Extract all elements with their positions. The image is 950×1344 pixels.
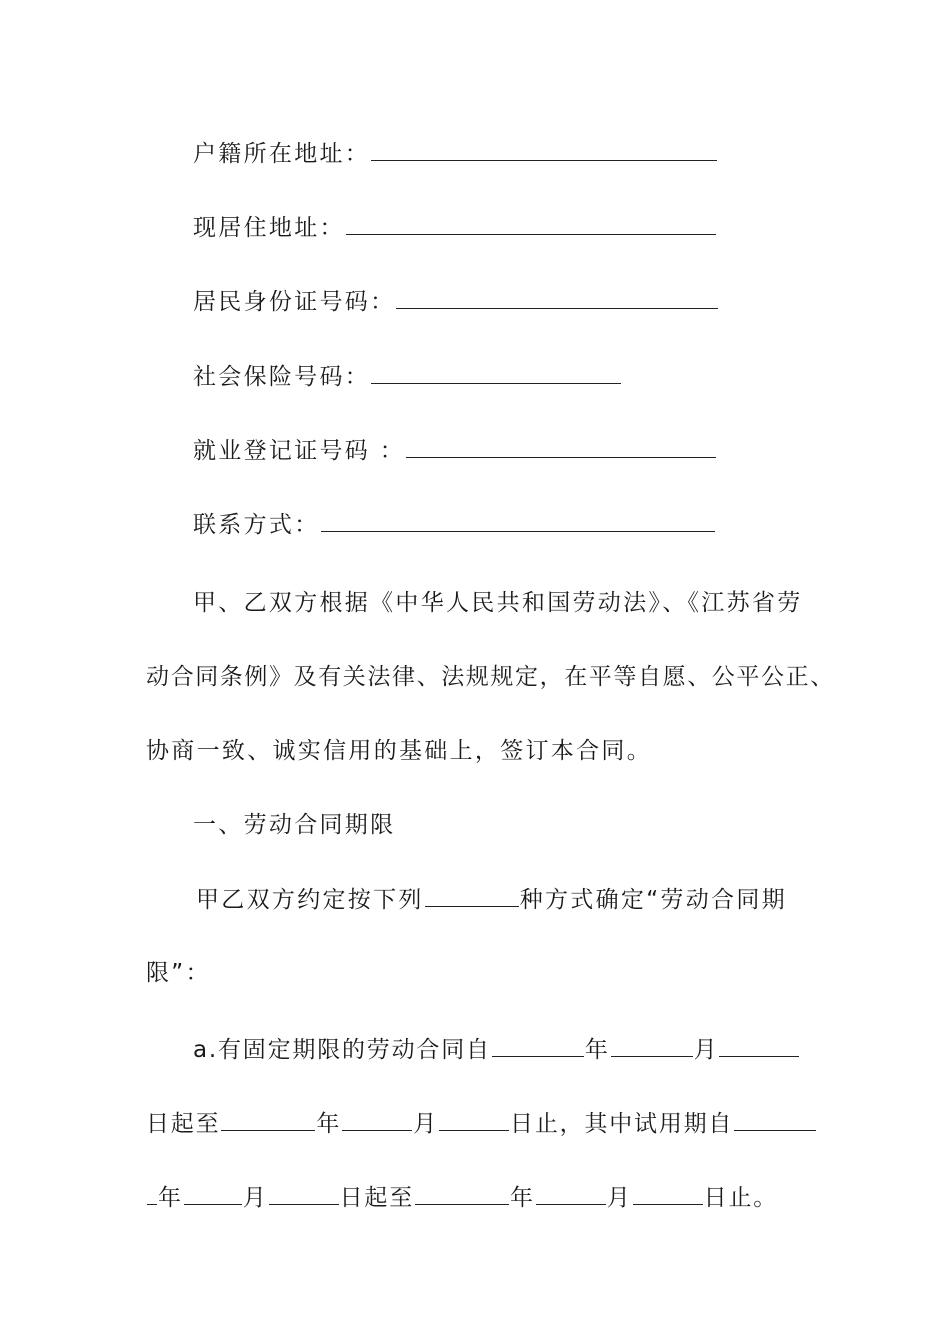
end-year-blank [221, 1108, 315, 1131]
residence-address-label: 现居住地址： [193, 215, 345, 241]
probation-end-year-label: 年 [510, 1185, 535, 1211]
end-prefix: 日起至 [146, 1111, 221, 1137]
end-month-blank [342, 1108, 412, 1131]
social-security-label: 社会保险号码： [193, 364, 371, 390]
employment-registration-field [193, 435, 717, 466]
id-number-blank [396, 286, 718, 309]
probation-prefix: 日止，其中试用期自 [510, 1111, 734, 1137]
contract-term-text-a: 甲乙双方约定按下列 [196, 887, 424, 913]
probation-end-prefix: 日起至 [339, 1185, 415, 1211]
probation-month-label: 月 [242, 1185, 268, 1211]
id-number-label: 居民身份证号码： [193, 289, 396, 315]
intro-paragraph-line-3: 协商一致、诚实信用的基础上，签订本合同。 [146, 738, 652, 764]
probation-end-year-blank [415, 1182, 509, 1205]
contact-field [193, 509, 716, 540]
employment-registration-blank [406, 435, 716, 458]
contract-term-text-b: 种方式确定“劳动合同期 [519, 887, 787, 913]
start-month-blank [611, 1034, 693, 1057]
fixed-term-line-2 [146, 1108, 817, 1139]
intro-paragraph-line-1: 甲、乙双方根据《中华人民共和国劳动法》、《江苏省劳 [193, 590, 803, 616]
residence-address-blank [346, 212, 716, 235]
social-security-field [193, 361, 622, 392]
probation-year-label: 年 [158, 1185, 183, 1211]
contract-term-method-blank [425, 884, 519, 907]
end-month-label: 月 [413, 1111, 439, 1137]
probation-day-blank [269, 1182, 339, 1205]
contract-term-paragraph-line-1 [196, 884, 787, 915]
probation-end-suffix: 日止。 [703, 1185, 779, 1211]
social-security-blank [371, 361, 621, 384]
intro-paragraph-line-2: 动合同条例》及有关法律、法规规定，在平等自愿、公平公正、 [146, 664, 835, 690]
fixed-term-line-3 [146, 1182, 778, 1213]
start-month-label: 月 [693, 1037, 719, 1063]
start-year-label: 年 [584, 1037, 610, 1063]
probation-start-blank [734, 1108, 816, 1131]
end-year-label: 年 [316, 1111, 342, 1137]
section-heading-contract-term: 一、劳动合同期限 [193, 812, 396, 838]
probation-year-blank [147, 1182, 157, 1205]
probation-end-month-blank [536, 1182, 606, 1205]
probation-month-blank [184, 1182, 242, 1205]
contract-term-paragraph-line-2: 限”： [146, 960, 211, 986]
id-number-field [193, 286, 719, 317]
fixed-term-prefix: a.有固定期限的劳动合同自 [193, 1037, 491, 1063]
start-day-blank [719, 1034, 799, 1057]
household-address-label: 户籍所在地址： [193, 141, 371, 167]
start-year-blank [492, 1034, 584, 1057]
residence-address-field [193, 212, 717, 243]
employment-registration-label: 就业登记证号码 ： [193, 438, 406, 464]
household-address-blank [371, 138, 717, 161]
end-day-blank [439, 1108, 509, 1131]
fixed-term-line-1 [193, 1034, 800, 1065]
contact-label: 联系方式： [193, 512, 320, 538]
contact-blank [321, 509, 715, 532]
probation-end-month-label: 月 [606, 1185, 632, 1211]
probation-end-day-blank [633, 1182, 703, 1205]
household-address-field [193, 138, 718, 169]
